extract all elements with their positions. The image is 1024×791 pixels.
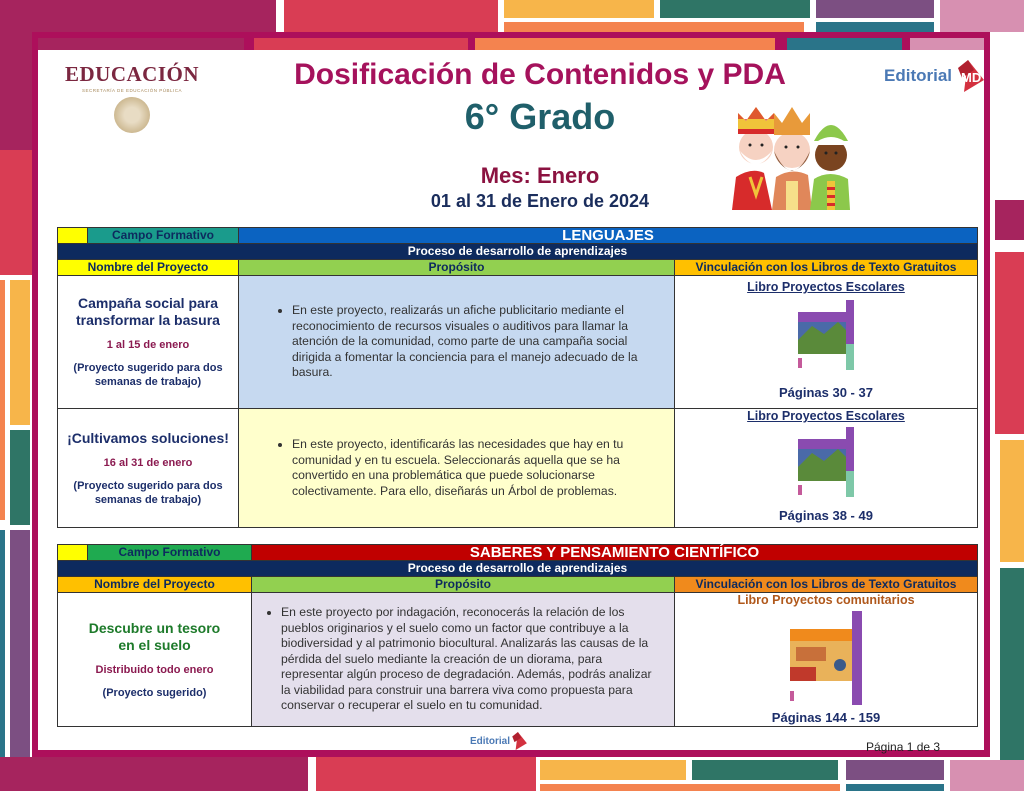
bg-block: [10, 530, 30, 791]
project-name-cell: [58, 409, 239, 528]
bg-block: [0, 150, 32, 275]
bg-block: [660, 0, 810, 18]
project-name-cell: [58, 276, 239, 409]
date-range: 01 al 31 de Enero de 2024: [430, 191, 650, 211]
campo-formativo-label: Campo Formativo: [88, 228, 239, 244]
purpose-text: • En este proyecto por indagación, reconocerás la relación de los pueblos originarios y el suelo como un factor que contribuye a la biodiversidad y al patrimonio biocultural. Analizarás las causas de la pérdida del suelo mediante la creación de un diorama, para representar algún proceso de degradación. Además, podrás analizar la viabilidad para construir una barrera viva como propuesta para conservar o recuperar el suelo en tu comunidad.: [281, 605, 658, 714]
bg-block: [816, 22, 934, 32]
bg-block: [816, 0, 934, 18]
bg-block: [10, 280, 30, 425]
project-dates: 1 al 15 de enero: [106, 339, 190, 351]
md-logo-icon: [954, 58, 986, 94]
bg-block: [846, 760, 944, 780]
bg-block: [940, 0, 1024, 32]
top-strip: [475, 38, 775, 50]
editorial-logo-text: Editorial: [884, 66, 953, 85]
footer-editorial-logo: [470, 730, 528, 752]
column-header-project: Nombre del Proyecto: [58, 260, 239, 276]
editorial-logo: [884, 58, 986, 94]
color-marker: [58, 545, 88, 561]
top-strip: [910, 38, 984, 50]
bg-block: [995, 200, 1024, 240]
column-header-purpose: Propósito: [239, 260, 675, 276]
book-link[interactable]: Libro Proyectos Escolares: [747, 409, 905, 423]
footer-editorial-text: Editorial: [470, 735, 511, 747]
project-dates: Distribuido todo enero: [95, 663, 214, 676]
purpose-text: • En este proyecto, identificarás las necesidades que hay en tu comunidad y en tu escuela. Seleccionarás aquella que se ha convertido en una problemática que puede solucionarse colectivamente. Para ello, diseñarás un Árbol de problemas.: [292, 437, 658, 499]
purpose-cell: [239, 409, 675, 528]
project-row: [58, 276, 978, 409]
project-name: Campaña social para transformar la basura: [76, 295, 220, 328]
project-name: Descubre un tesoro en el suelo: [88, 619, 221, 653]
book-pages: Páginas 144 - 159: [771, 710, 881, 725]
bg-block: [540, 784, 840, 791]
project-dates: 16 al 31 de enero: [103, 456, 193, 469]
book-cell: [675, 593, 978, 727]
md-logo-icon: [510, 730, 528, 752]
sep-logo-title: EDUCACIÓN: [64, 62, 199, 86]
project-note: (Proyecto sugerido para dos semanas de trabajo): [73, 362, 223, 388]
three-kings-illustration: [732, 105, 880, 210]
sep-logo: [62, 62, 202, 133]
campo-formativo-name: SABERES Y PENSAMIENTO CIENTÍFICO: [252, 545, 978, 561]
book-cell: [675, 409, 978, 528]
project-name-cell: [58, 593, 252, 727]
project-name: ¡Cultivamos soluciones!: [67, 429, 229, 446]
bg-block: [1000, 568, 1024, 791]
top-strip: [787, 38, 902, 50]
purpose-cell: [252, 593, 675, 727]
column-header-project: Nombre del Proyecto: [58, 577, 252, 593]
bg-block: [1000, 440, 1024, 562]
book-pages: Páginas 30 - 37: [779, 385, 873, 400]
column-header-books: Vinculación con los Libros de Texto Gratuitos: [675, 577, 978, 593]
color-marker: [58, 228, 88, 244]
grade-title: 6° Grado: [464, 96, 616, 137]
bg-block: [846, 784, 944, 791]
top-strip: [254, 38, 468, 50]
bg-block: [0, 280, 5, 520]
sep-logo-subtitle: SECRETARÍA DE EDUCACIÓN PÚBLICA: [82, 88, 182, 93]
bg-block: [692, 760, 838, 780]
project-row: [58, 593, 978, 727]
bg-block: [284, 0, 498, 32]
project-note: (Proyecto sugerido para dos semanas de trabajo): [73, 479, 223, 506]
process-label: Proceso de desarrollo de aprendizajes: [58, 244, 978, 260]
bg-block: [950, 760, 1024, 791]
svg-text:MD: MD: [961, 70, 982, 85]
bg-block: [995, 252, 1024, 434]
national-seal-icon: [114, 97, 150, 133]
book-cover-image: [798, 427, 854, 497]
saberes-table: [57, 544, 978, 727]
bg-block: [0, 530, 5, 791]
book-link[interactable]: Libro Proyectos comunitarios: [737, 593, 915, 607]
campo-formativo-name: LENGUAJES: [239, 228, 978, 244]
bg-block: [504, 0, 654, 18]
lenguajes-table: [57, 227, 978, 528]
purpose-cell: [239, 276, 675, 409]
book-link[interactable]: Libro Proyectos Escolares: [747, 280, 905, 294]
purpose-text: • En este proyecto, realizarás un afiche publicitario mediante el reconocimiento de recursos visuales o auditivos para llamar la atención de la comunidad, como parte de una campaña social dirigida a fomentar la conciencia para el manejo adecuado de la basura.: [292, 303, 658, 381]
bg-block: [504, 22, 804, 32]
project-row: [58, 409, 978, 528]
page-number: Página 1 de 3: [866, 740, 941, 754]
campo-formativo-label: Campo Formativo: [88, 545, 252, 561]
book-cover-image: [798, 300, 854, 370]
project-note: (Proyecto sugerido): [102, 686, 207, 699]
process-label: Proceso de desarrollo de aprendizajes: [58, 561, 978, 577]
book-cover-image: [790, 611, 862, 705]
column-header-purpose: Propósito: [252, 577, 675, 593]
book-pages: Páginas 38 - 49: [779, 508, 873, 523]
bg-block: [0, 757, 308, 791]
book-cell: [675, 276, 978, 409]
page-title: Dosificación de Contenidos y PDA: [294, 58, 786, 91]
bg-block: [540, 760, 686, 780]
top-strip: [38, 38, 244, 50]
bg-block: [316, 757, 536, 791]
column-header-books: Vinculación con los Libros de Texto Gratuitos: [675, 260, 978, 276]
bg-block: [10, 430, 30, 525]
month-title: Mes: Enero: [480, 163, 600, 188]
